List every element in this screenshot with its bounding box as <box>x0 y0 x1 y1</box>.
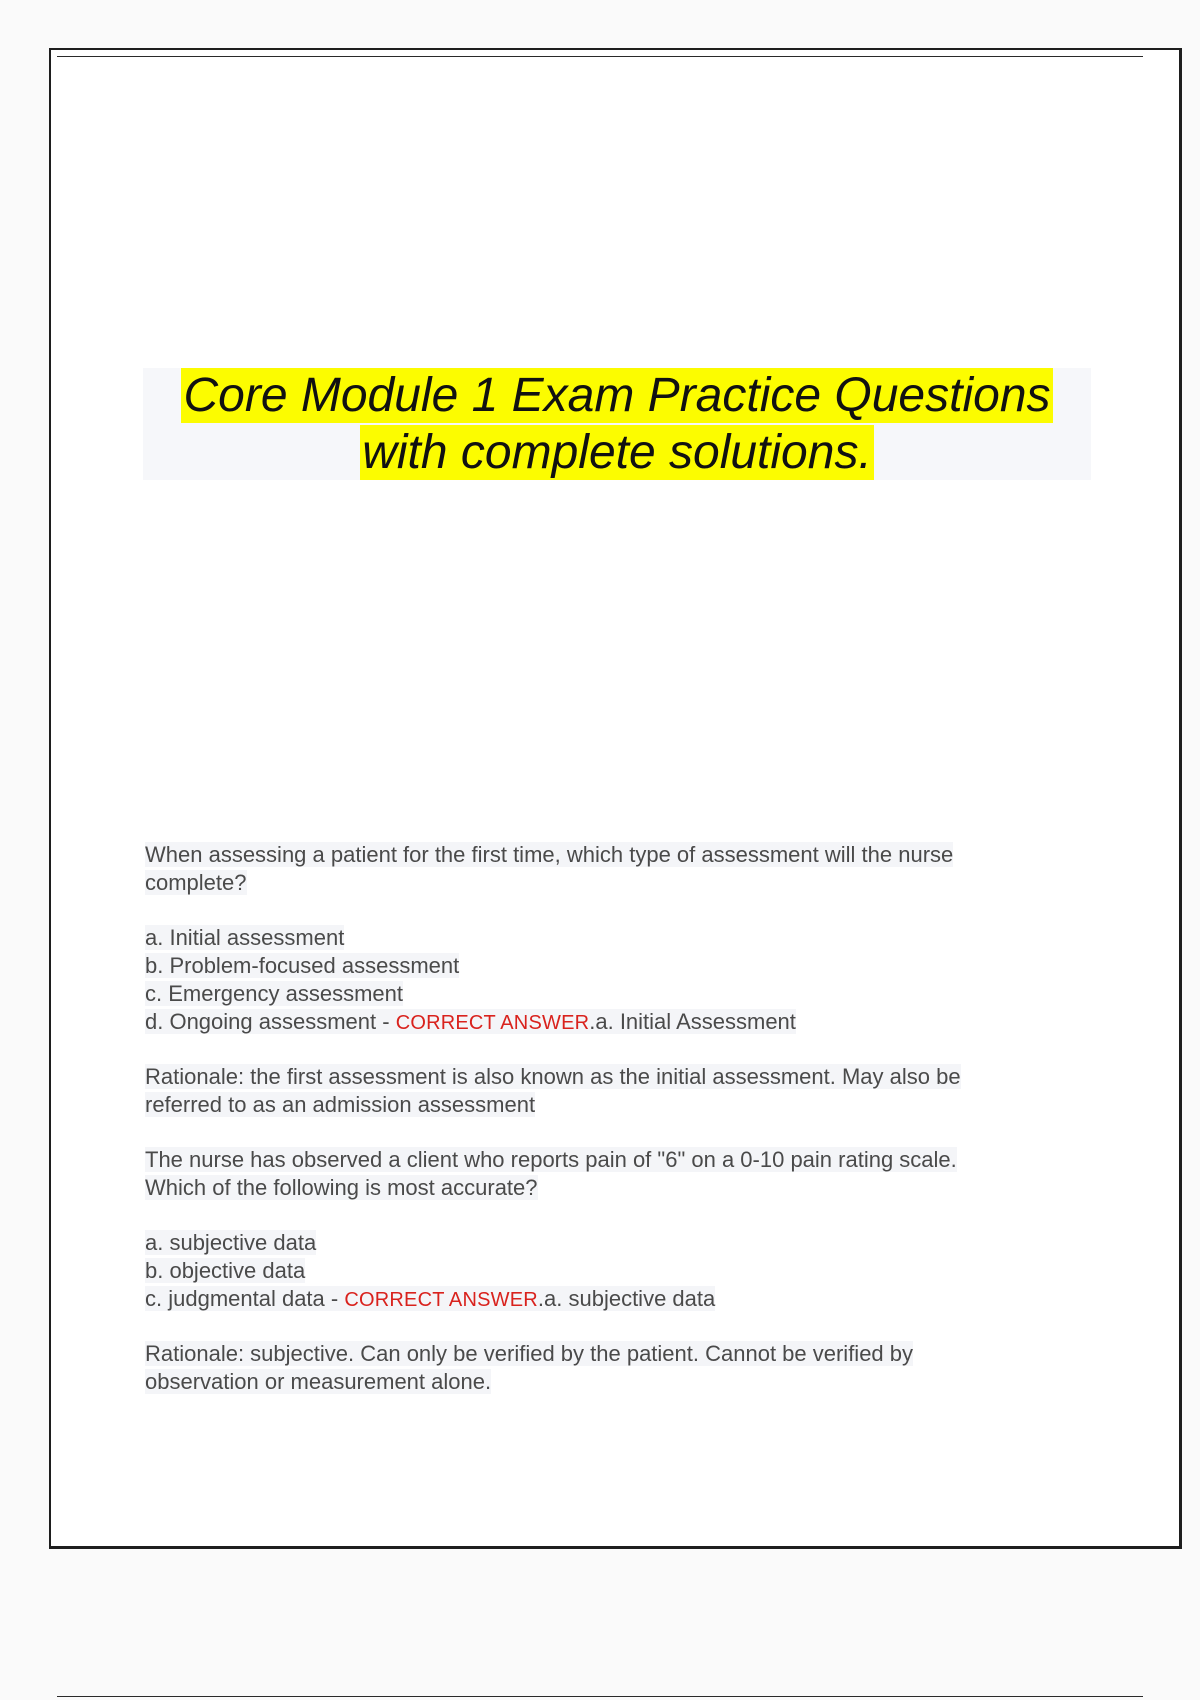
question-2 <box>145 1146 1045 1396</box>
document-title <box>143 368 1091 480</box>
option-text: d. Ongoing assessment - <box>145 1009 396 1034</box>
rationale-line: observation or measurement alone. <box>145 1369 492 1394</box>
bottom-rule-divider <box>57 1696 1143 1697</box>
answer-option-with-solution <box>145 1008 1045 1036</box>
question-stem-line: When assessing a patient for the first time, which type of assessment will the nurse <box>145 842 954 867</box>
question-1 <box>145 841 1045 1119</box>
rationale-line: Rationale: the first assessment is also known as the initial assessment. May also be <box>145 1064 961 1089</box>
answer-option: b. Problem-focused assessment <box>145 953 460 978</box>
question-stem-line: complete? <box>145 870 247 895</box>
top-rule-divider <box>57 56 1143 57</box>
answer-option: b. objective data <box>145 1258 306 1283</box>
answer-option: a. Initial assessment <box>145 925 345 950</box>
questions-section <box>145 841 1045 1396</box>
answer-option: c. Emergency assessment <box>145 981 403 1006</box>
option-text: c. judgmental data - <box>145 1286 345 1311</box>
correct-answer-label: CORRECT ANSWER <box>395 1012 590 1034</box>
answer-option-with-solution <box>145 1285 1045 1313</box>
rationale-line: referred to as an admission assessment <box>145 1092 536 1117</box>
correct-answer-text: .a. subjective data <box>537 1286 716 1311</box>
answer-option: a. subjective data <box>145 1230 317 1255</box>
title-line-2: with complete solutions. <box>362 426 872 479</box>
correct-answer-label: CORRECT ANSWER <box>344 1289 538 1311</box>
question-stem-line: The nurse has observed a client who reports pain of "6" on a 0-10 pain rating scale. <box>145 1147 957 1172</box>
rationale-line: Rationale: subjective. Can only be verified by the patient. Cannot be verified by <box>145 1341 914 1366</box>
correct-answer-text: .a. Initial Assessment <box>589 1009 796 1034</box>
question-stem-line: Which of the following is most accurate? <box>145 1175 538 1200</box>
title-line-1: Core Module 1 Exam Practice Questions <box>183 369 1051 422</box>
